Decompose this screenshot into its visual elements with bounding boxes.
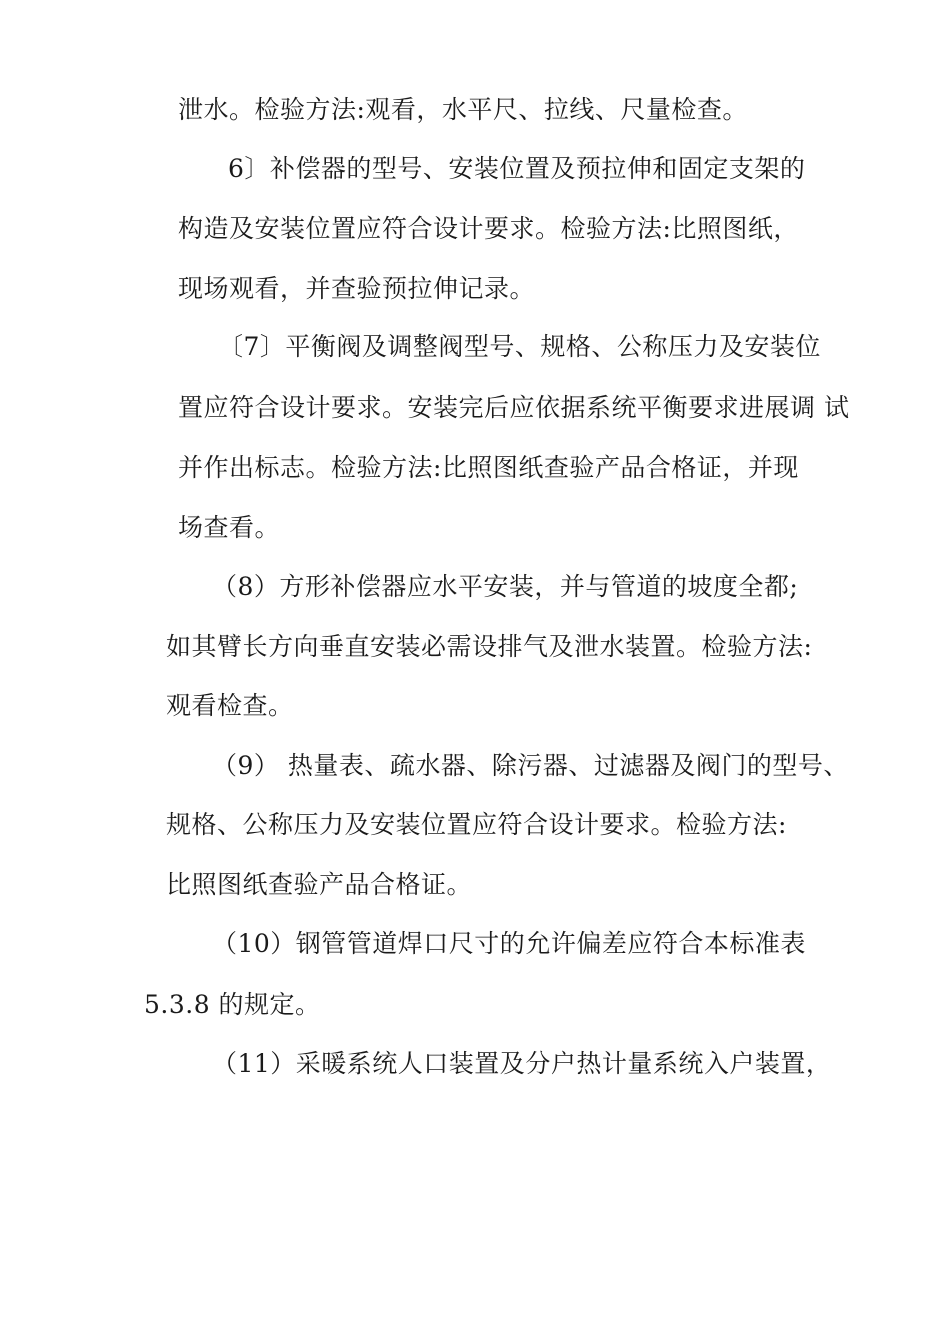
text-line: 置应符合设计要求。安装完后应依据系统平衡要求进展调 试 [178,393,850,422]
text-line: （9） 热量表、疏水器、除污器、过滤器及阀门的型号、 [212,751,849,780]
text-line: 〔7〕平衡阀及调整阀型号、规格、公称压力及安装位 [218,332,821,361]
text-line: 泄水。检验方法:观看，水平尺、拉线、尺量检查。 [178,95,748,124]
text-line: 并作出标志。检验方法:比照图纸查验产品合格证，并现 [178,453,799,482]
text-line: （8）方形补偿器应水平安装，并与管道的坡度全都; [212,572,799,601]
text-line: （11）采暖系统人口装置及分户热计量系统入户装置， [212,1049,832,1078]
text-line: 场查看。 [178,513,281,542]
text-line: 比照图纸查验产品合格证。 [166,870,473,899]
text-line: 6〕补偿器的型号、安装位置及预拉伸和固定支架的 [228,154,806,183]
text-line: 如其臂长方向垂直安装必需设排气及泄水装置。检验方法: [166,632,813,661]
text-line: 5.3.8 的规定。 [144,990,321,1019]
text-line: 观看检查。 [166,691,294,720]
text-line: 规格、公称压力及安装位置应符合设计要求。检验方法: [166,810,787,839]
text-line: 现场观看，并查验预拉伸记录。 [178,274,536,303]
text-line: （10）钢管管道焊口尺寸的允许偏差应符合本标准表 [212,929,806,958]
text-line: 构造及安装位置应符合设计要求。检验方法:比照图纸， [178,214,799,243]
